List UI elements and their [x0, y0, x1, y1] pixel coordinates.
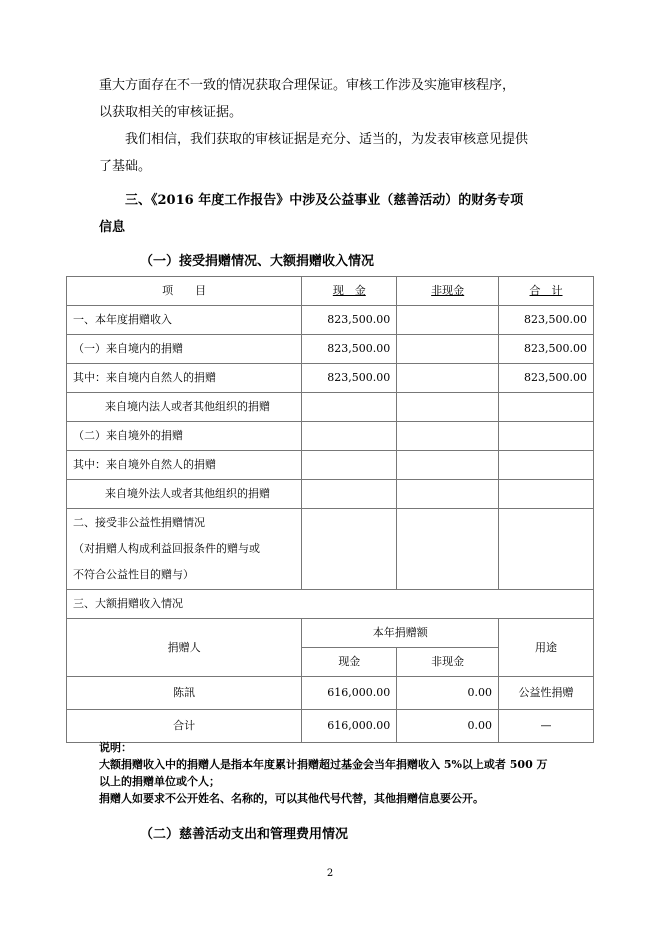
- header-item: 项 目: [67, 277, 302, 306]
- large-use: —: [499, 710, 594, 743]
- row-noncash: [397, 306, 499, 335]
- paragraph-line: 了基础。: [99, 159, 152, 174]
- table-row: [67, 422, 594, 451]
- large-row-total: [67, 710, 594, 743]
- subsection-title: （一）接受捐赠情况、大额捐赠收入情况: [140, 254, 375, 269]
- row-total: 823,500.00: [499, 335, 594, 364]
- large-row: [67, 677, 594, 710]
- large-noncash: 0.00: [397, 677, 499, 710]
- table-header-row: [67, 277, 594, 306]
- table-row-large-title: [67, 590, 594, 619]
- header-cash: 现 金: [302, 277, 397, 306]
- table-row: [67, 364, 594, 393]
- row-noncash: [397, 480, 499, 509]
- table-row: [67, 480, 594, 509]
- noncharity-label: [67, 509, 302, 590]
- row-cash: 823,500.00: [302, 364, 397, 393]
- noncharity-line: （对捐赠人构成利益回报条件的赠与或: [73, 542, 260, 555]
- notes-title: 说明：: [99, 741, 132, 754]
- notes-line: 以上的捐赠单位或个人；: [99, 775, 220, 788]
- row-cash: [302, 451, 397, 480]
- row-label: （二）来自境外的捐赠: [67, 422, 302, 451]
- row-total: 823,500.00: [499, 364, 594, 393]
- row-total: [499, 422, 594, 451]
- table-row-noncharity: [67, 509, 594, 590]
- large-donor: 陈訊: [67, 677, 302, 710]
- large-title: 三、大额捐赠收入情况: [67, 590, 594, 619]
- row-total: [499, 451, 594, 480]
- empty-cell: [499, 509, 594, 590]
- row-cash: [302, 422, 397, 451]
- row-label: 其中：来自境内自然人的捐赠: [67, 364, 302, 393]
- large-header-year-amount: 本年捐赠额: [302, 619, 499, 648]
- donation-table: [66, 276, 594, 743]
- row-noncash: [397, 364, 499, 393]
- empty-cell: [302, 509, 397, 590]
- table-row: [67, 451, 594, 480]
- row-cash: 823,500.00: [302, 335, 397, 364]
- subsection-title: （二）慈善活动支出和管理费用情况: [140, 827, 349, 842]
- empty-cell: [397, 509, 499, 590]
- large-cash: 616,000.00: [302, 677, 397, 710]
- row-total: [499, 393, 594, 422]
- header-noncash: 非现金: [397, 277, 499, 306]
- row-total: 823,500.00: [499, 306, 594, 335]
- row-label: （一）来自境内的捐赠: [67, 335, 302, 364]
- large-header-donor: 捐赠人: [67, 619, 302, 677]
- row-noncash: [397, 335, 499, 364]
- large-header-noncash: 非现金: [397, 648, 499, 677]
- large-header-use: 用途: [499, 619, 594, 677]
- notes-line: 捐赠人如要求不公开姓名、名称的，可以其他代号代替，其他捐赠信息要公开。: [99, 792, 484, 805]
- row-label: 其中：来自境外自然人的捐赠: [67, 451, 302, 480]
- large-header-row: [67, 619, 594, 648]
- paragraph-line: 我们相信，我们获取的审核证据是充分、适当的，为发表审核意见提供: [125, 132, 529, 147]
- section-title: 三、《2016 年度工作报告》中涉及公益事业（慈善活动）的财务专项: [125, 193, 524, 208]
- row-cash: [302, 393, 397, 422]
- page-number: 2: [326, 868, 334, 879]
- table-row: [67, 393, 594, 422]
- row-noncash: [397, 422, 499, 451]
- large-noncash: 0.00: [397, 710, 499, 743]
- large-use: 公益性捐赠: [499, 677, 594, 710]
- paragraph-line: 以获取相关的审核证据。: [99, 105, 243, 120]
- row-label: 来自境内法人或者其他组织的捐赠: [67, 393, 302, 422]
- table-row: [67, 306, 594, 335]
- row-cash: [302, 480, 397, 509]
- header-total: 合 计: [499, 277, 594, 306]
- notes-line: 大额捐赠收入中的捐赠人是指本年度累计捐赠超过基金会当年捐赠收入 5%以上或者 500 万: [99, 758, 548, 771]
- large-donor: 合计: [67, 710, 302, 743]
- large-header-cash: 现金: [302, 648, 397, 677]
- large-cash: 616,000.00: [302, 710, 397, 743]
- notes-block: [99, 739, 548, 807]
- section-title-cont: 信息: [99, 220, 126, 235]
- noncharity-line: 不符合公益性目的赠与）: [73, 568, 194, 581]
- row-noncash: [397, 451, 499, 480]
- row-cash: 823,500.00: [302, 306, 397, 335]
- row-total: [499, 480, 594, 509]
- row-label: 来自境外法人或者其他组织的捐赠: [67, 480, 302, 509]
- paragraph-line: 重大方面存在不一致的情况获取合理保证。审核工作涉及实施审核程序，: [99, 78, 516, 93]
- table-row: [67, 335, 594, 364]
- noncharity-line: 二、接受非公益性捐赠情况: [73, 516, 205, 529]
- row-label: 一、本年度捐赠收入: [67, 306, 302, 335]
- row-noncash: [397, 393, 499, 422]
